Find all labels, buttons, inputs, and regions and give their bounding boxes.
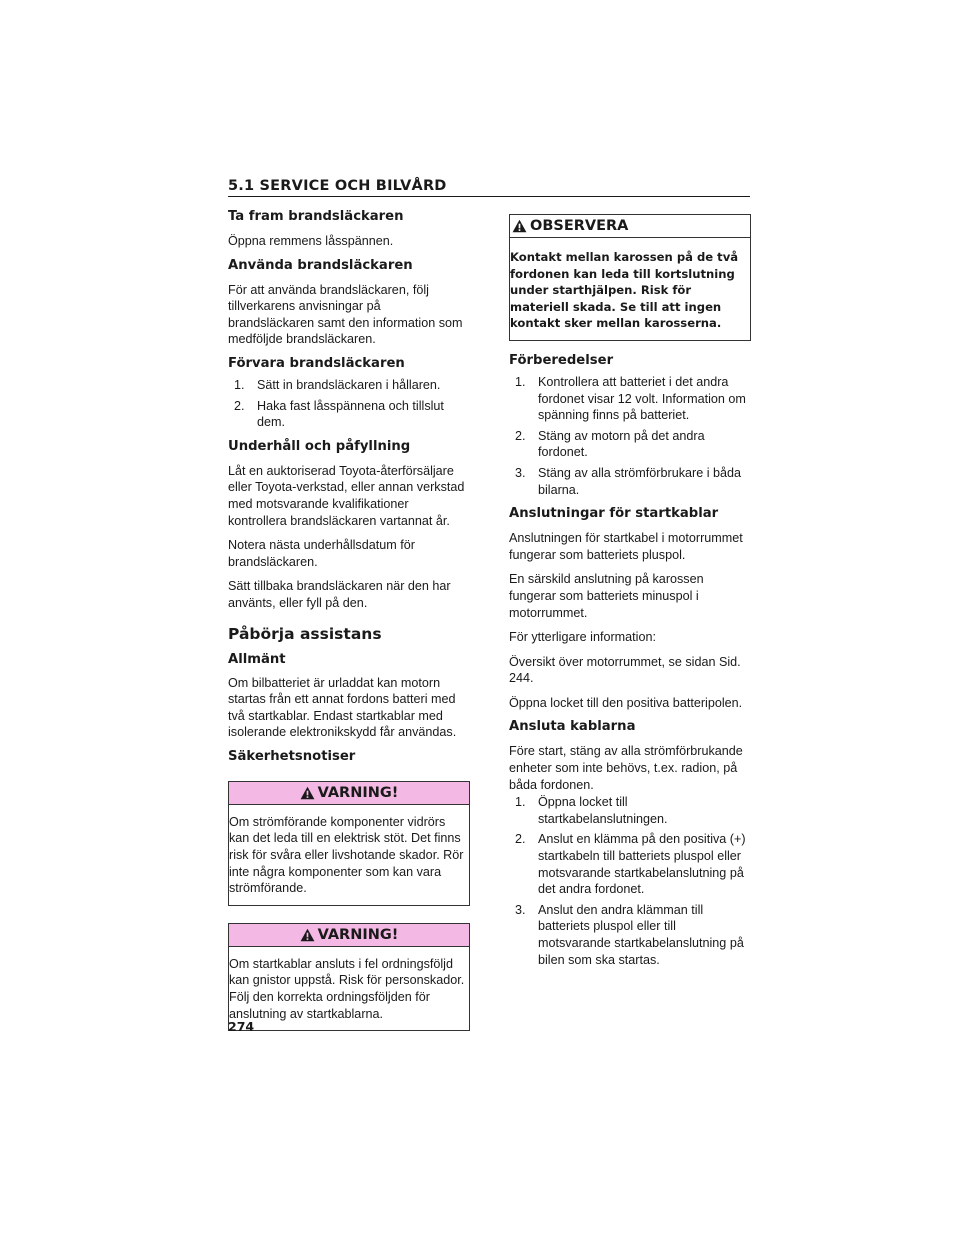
- warning-box-1: [228, 781, 470, 906]
- page-number: 274: [228, 1019, 255, 1034]
- paragraph-connections-2: En särskild anslutning på karossen fungerar som batteriets minuspol i motorrummet.: [509, 572, 704, 620]
- paragraph-connections-1: Anslutningen för startkabel i motorrummet fungerar som batteriets pluspol.: [509, 531, 743, 562]
- heading-connections: Anslutningar för startkablar: [509, 506, 719, 522]
- paragraph-general: Om bilbatteriet är urladdat kan motorn startas från ett annat fordons batteri med två startkablar. Endast startkablar med isolerande elektronikskydd får användas.: [228, 675, 457, 740]
- warning-body-2: Om startkablar ansluts i fel ordningsföljd kan gnistor uppstå. Risk för personskador. Följ den korrekta ordningsföljden för anslutning av startkablarna.: [229, 956, 465, 1021]
- paragraph-attach: Före start, stäng av alla strömförbrukande enheter som inte behövs, t.ex. radion, på båda fordonen.: [509, 744, 743, 792]
- attach-steps: [509, 794, 751, 968]
- notice-icon: [512, 219, 527, 233]
- warning-icon: [300, 786, 315, 800]
- paragraph-maintenance-2: Notera nästa underhållsdatum för brandsläckaren.: [228, 538, 415, 569]
- heading-safety: Säkerhetsnotiser: [228, 748, 356, 764]
- heading-take-out: Ta fram brandsläckaren: [228, 209, 404, 224]
- list-item: 2. Haka fast låsspännena och tillslut dem.: [234, 398, 444, 430]
- paragraph-maintenance-3: Sätt tillbaka brandsläckaren när den har använts, eller fyll på den.: [228, 579, 451, 610]
- prep-steps: [509, 374, 751, 498]
- paragraph-connections-4: Översikt över motorrummet, se sidan Sid. 244.: [509, 654, 741, 686]
- warning-header-1: VARNING!: [229, 782, 469, 805]
- section-title: 5.1 SERVICE OCH BILVÅRD: [228, 178, 750, 197]
- paragraph-take-out: Öppna remmens låsspännen.: [228, 234, 394, 248]
- notice-box: [509, 214, 751, 341]
- list-item: 1. Kontrollera att batteriet i det andra fordonet visar 12 volt. Information om spänning finns på batteriet.: [515, 374, 746, 423]
- list-item: 2. Stäng av motorn på det andra fordonet.: [515, 428, 705, 460]
- list-item: 1. Öppna locket till startkabelanslutningen.: [515, 795, 668, 826]
- heading-use: Använda brandsläckaren: [228, 257, 413, 273]
- list-item: 3. Anslut den andra klämman till batteriets pluspol eller till motsvarande startkabelanslutning på bilen som ska startas.: [515, 902, 744, 967]
- list-item: 3. Stäng av alla strömförbrukare i båda bilarna.: [515, 465, 742, 497]
- list-item: 1. Sätt in brandsläckaren i hållaren.: [234, 377, 441, 392]
- heading-store: Förvara brandsläckaren: [228, 355, 405, 371]
- left-column: [228, 208, 470, 1031]
- warning-box-2: [228, 923, 470, 1031]
- notice-header: OBSERVERA: [510, 215, 750, 238]
- heading-attach: Ansluta kablarna: [509, 719, 636, 735]
- heading-assist: Påbörja assistans: [228, 624, 382, 643]
- warning-icon: [300, 928, 315, 942]
- paragraph-connections-5: Öppna locket till den positiva batteripolen.: [509, 695, 743, 710]
- paragraph-connections-3: För ytterligare information:: [509, 630, 656, 645]
- warning-body-1: Om strömförande komponenter vidrörs kan det leda till en elektrisk stöt. Det finns risk för svåra eller livshotande skador. Rör inte några komponenter som kan vara strömförande.: [229, 814, 464, 896]
- heading-general: Allmänt: [228, 651, 286, 667]
- list-item: 2. Anslut en klämma på den positiva (+) startkabeln till batteriets pluspol eller motsvarande startkabelanslutning på det andra fordonet.: [515, 832, 746, 897]
- paragraph-use: För att använda brandsläckaren, följ tillverkarens anvisningar på brandsläckaren samt den information som medföljde brandsläckaren.: [228, 282, 463, 347]
- notice-body: Kontakt mellan karossen på de två fordonen kan leda till kortslutning under starthjälpen. Risk för materiell skada. Se till att ingen kontakt sker mellan karosserna.: [510, 250, 739, 331]
- store-steps: [228, 377, 470, 431]
- heading-maintenance: Underhåll och påfyllning: [228, 438, 411, 454]
- right-column: [509, 208, 751, 968]
- heading-preparations: Förberedelser: [509, 352, 614, 368]
- warning-header-2: VARNING!: [229, 924, 469, 947]
- paragraph-maintenance-1: Låt en auktoriserad Toyota-återförsäljare eller Toyota-verkstad, eller annan verkstad med motsvarande kvalifikationer kontrollera brandsläckaren vartannat år.: [228, 463, 465, 528]
